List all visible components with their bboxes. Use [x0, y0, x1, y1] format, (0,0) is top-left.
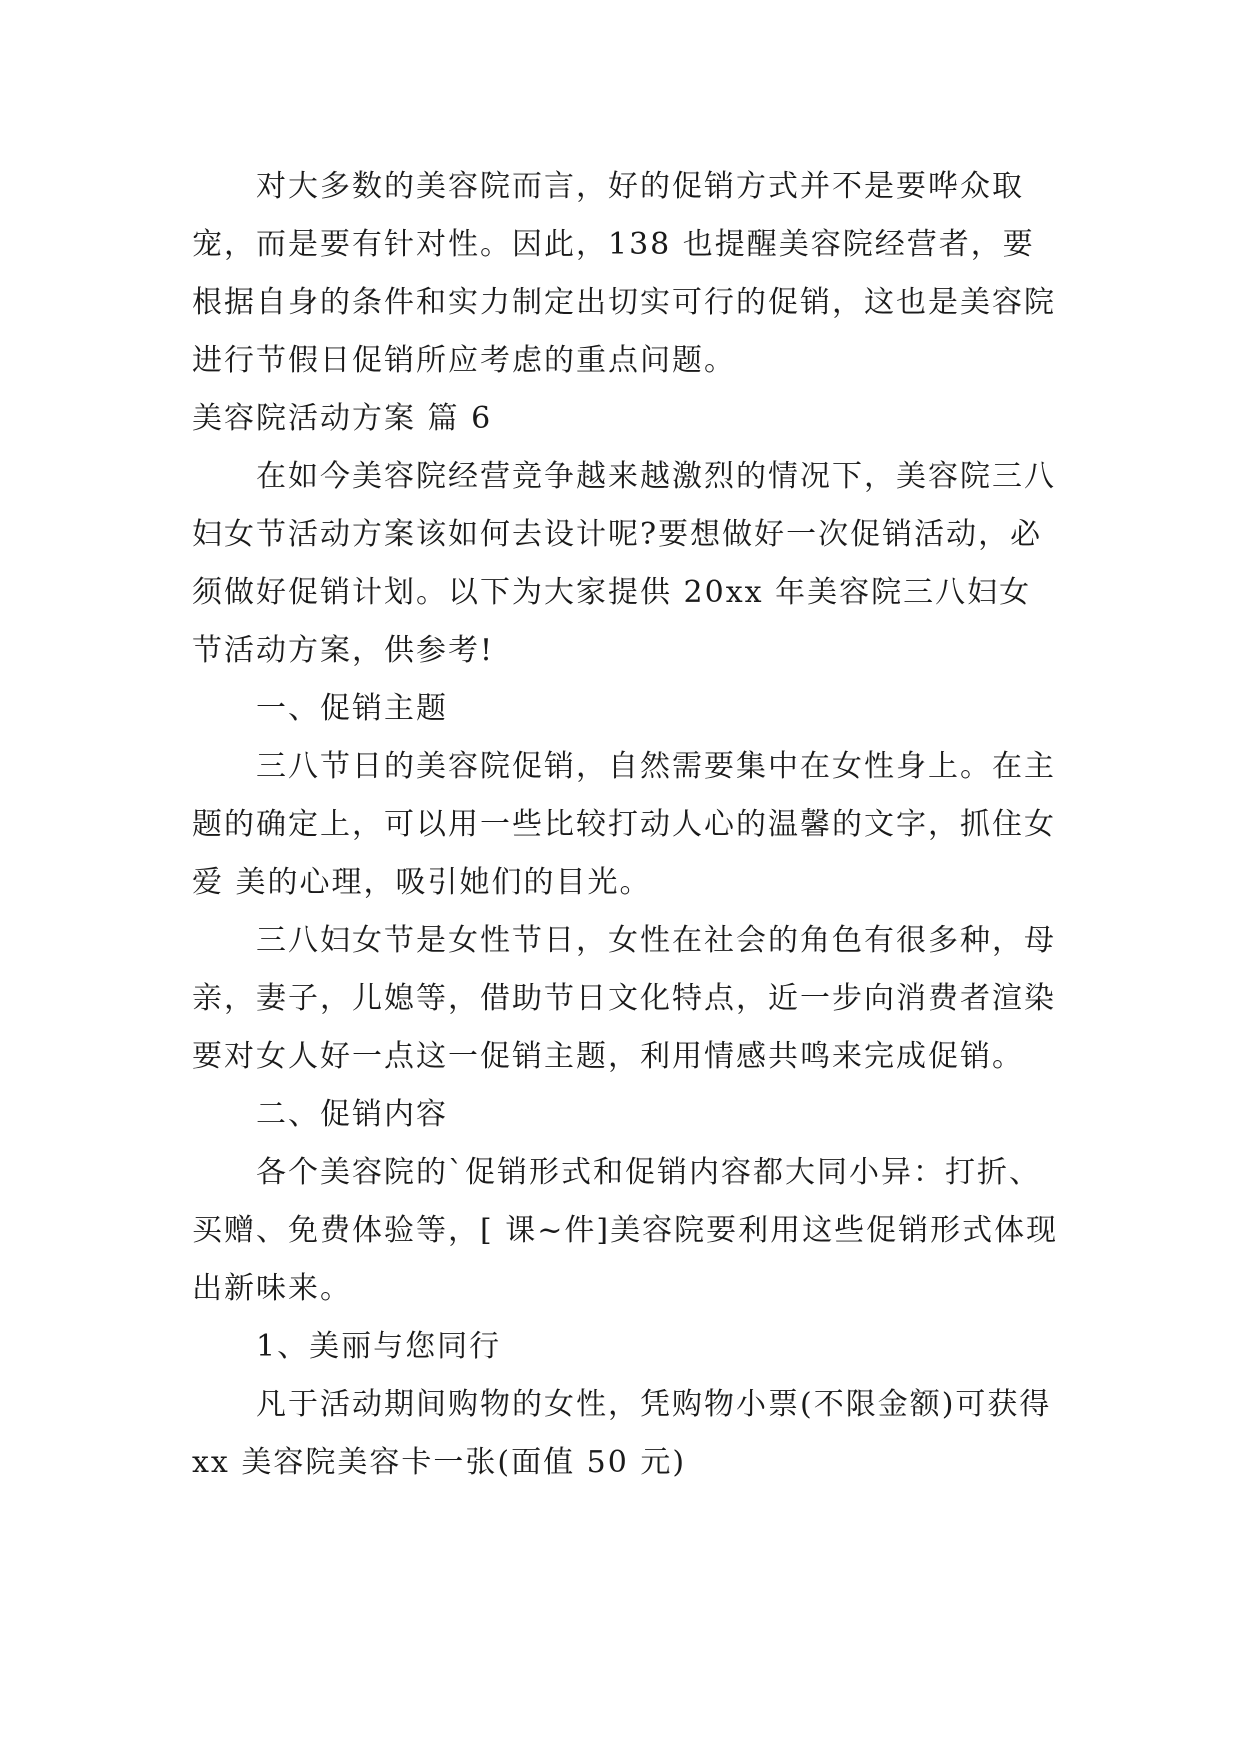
subheading-promotion-theme: 一、促销主题	[256, 691, 448, 726]
section-title: 美容院活动方案 篇 6	[192, 401, 493, 436]
paragraph-beauty-card: 凡于活动期间购物的女性，凭购物小票(不限金额)可获得 xx 美容院美容卡一张(面值 50 元)	[192, 1387, 1052, 1480]
paragraph-theme-emotion: 三八妇女节是女性节日，女性在社会的角色有很多种，母亲，妻子，儿媳等，借助节日文化特点，近一步向消费者渲染要对女人好一点这一促销主题，利用情感共鸣来完成促销。	[192, 923, 1056, 1074]
paragraph-theme-focus: 三八节日的美容院促销，自然需要集中在女性身上。在主题的确定上，可以用一些比较打动人心的温馨的文字，抓住女爱 美的心理，吸引她们的目光。	[192, 749, 1056, 900]
paragraph-intro: 在如今美容院经营竞争越来越激烈的情况下，美容院三八妇女节活动方案该如何去设计呢?要想做好一次促销活动，必须做好促销计划。以下为大家提供 20xx 年美容院三八妇女节活动方案，供参考!	[192, 459, 1056, 668]
paragraph-promotion-advice: 对大多数的美容院而言，好的促销方式并不是要哗众取宠，而是要有针对性。因此，138 也提醒美容院经营者，要根据自身的条件和实力制定出切实可行的促销，这也是美容院进行节假日促销所应考虑的重点问题。	[192, 169, 1056, 378]
paragraph-content-forms: 各个美容院的`促销形式和促销内容都大同小异：打折、买赠、免费体验等，[ 课~件]美容院要利用这些促销形式体现出新味来。	[192, 1155, 1059, 1306]
subheading-promotion-content: 二、促销内容	[256, 1097, 448, 1132]
item-heading-beauty: 1、美丽与您同行	[256, 1329, 502, 1364]
document-body	[192, 158, 1060, 1492]
